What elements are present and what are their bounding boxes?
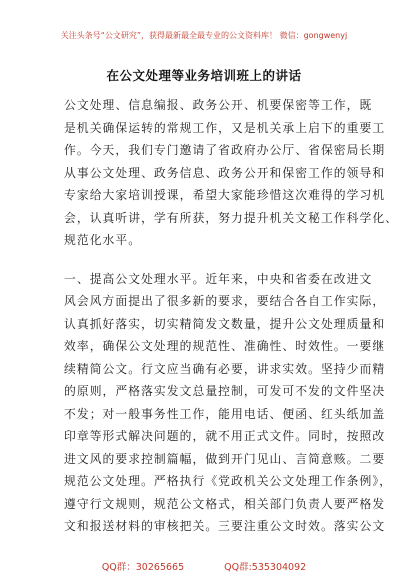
- text-line: 风会风方面提出了很多新的要求，要结合各自工作实际，: [64, 294, 386, 308]
- text-line: 认真抓好落实，切实精简发文数量，提升公文处理质量和: [64, 316, 386, 331]
- paragraph: [64, 94, 399, 252]
- paragraph-gap: [64, 252, 356, 268]
- text-line: 专家给大家培训授课，希望大家能珍惜这次难得的学习机: [64, 188, 386, 202]
- text-line: 文和报送材料的审核把关。三要注重公文时效。落实公文: [64, 519, 386, 533]
- footer-qq-group-2: QQ群:535304092: [224, 562, 307, 573]
- text-line: 规范公文处理。严格执行《党政机关公文处理工作条例》，: [64, 474, 393, 488]
- footer-qq-group-1: QQ群：30265665: [101, 562, 185, 573]
- text-line: 会，认真听讲，学有所获，努力提升机关文秘工作科学化、: [64, 210, 399, 225]
- text-line: 进文风的要求控制篇幅，做到开门见山、言简意赅。二要: [64, 451, 386, 466]
- text-line: 是机关确保运转的常规工作，又是机关承上启下的重要工: [64, 120, 386, 135]
- text-line: 续精简公文。行文应当确有必要，讲求实效。坚持少而精: [64, 361, 386, 376]
- text-line: 遵守行文规则，规范公文格式，相关部门负责人要严格发: [64, 496, 386, 511]
- text-line: 一、提高公文处理水平。近年来，中央和省委在改进文: [64, 271, 373, 286]
- header-note: 关注头条号“公文研究”，获得最新最全最专业的公文资料库！ 微信：gongwenyj: [60, 31, 348, 40]
- footer-contact: [0, 559, 408, 573]
- text-line: 的原则，严格落实发文总量控制，可发可不发的文件坚决: [64, 384, 386, 398]
- text-line: 公文处理、信息编报、政务公开、机要保密等工作，既: [64, 98, 373, 112]
- text-line: 作。今天，我们专门邀请了省政府办公厅、省保密局长期: [64, 143, 386, 157]
- text-line: 规范化水平。: [64, 233, 142, 247]
- document-title: 在公文处理等业务培训班上的讲话: [106, 68, 302, 83]
- paragraph: [64, 268, 393, 538]
- text-line: 不发；对一般事务性工作，能用电话、便函、红头纸加盖: [64, 406, 386, 421]
- text-line: 从事公文处理、政务信息、政务公开和保密工作的领导和: [64, 165, 386, 180]
- text-line: 效率，确保公文处理的规范性、准确性、时效性。一要继: [64, 339, 386, 353]
- text-line: 印章等形式解决问题的，就不用正式文件。同时，按照改: [64, 429, 386, 443]
- document-body: [64, 94, 399, 538]
